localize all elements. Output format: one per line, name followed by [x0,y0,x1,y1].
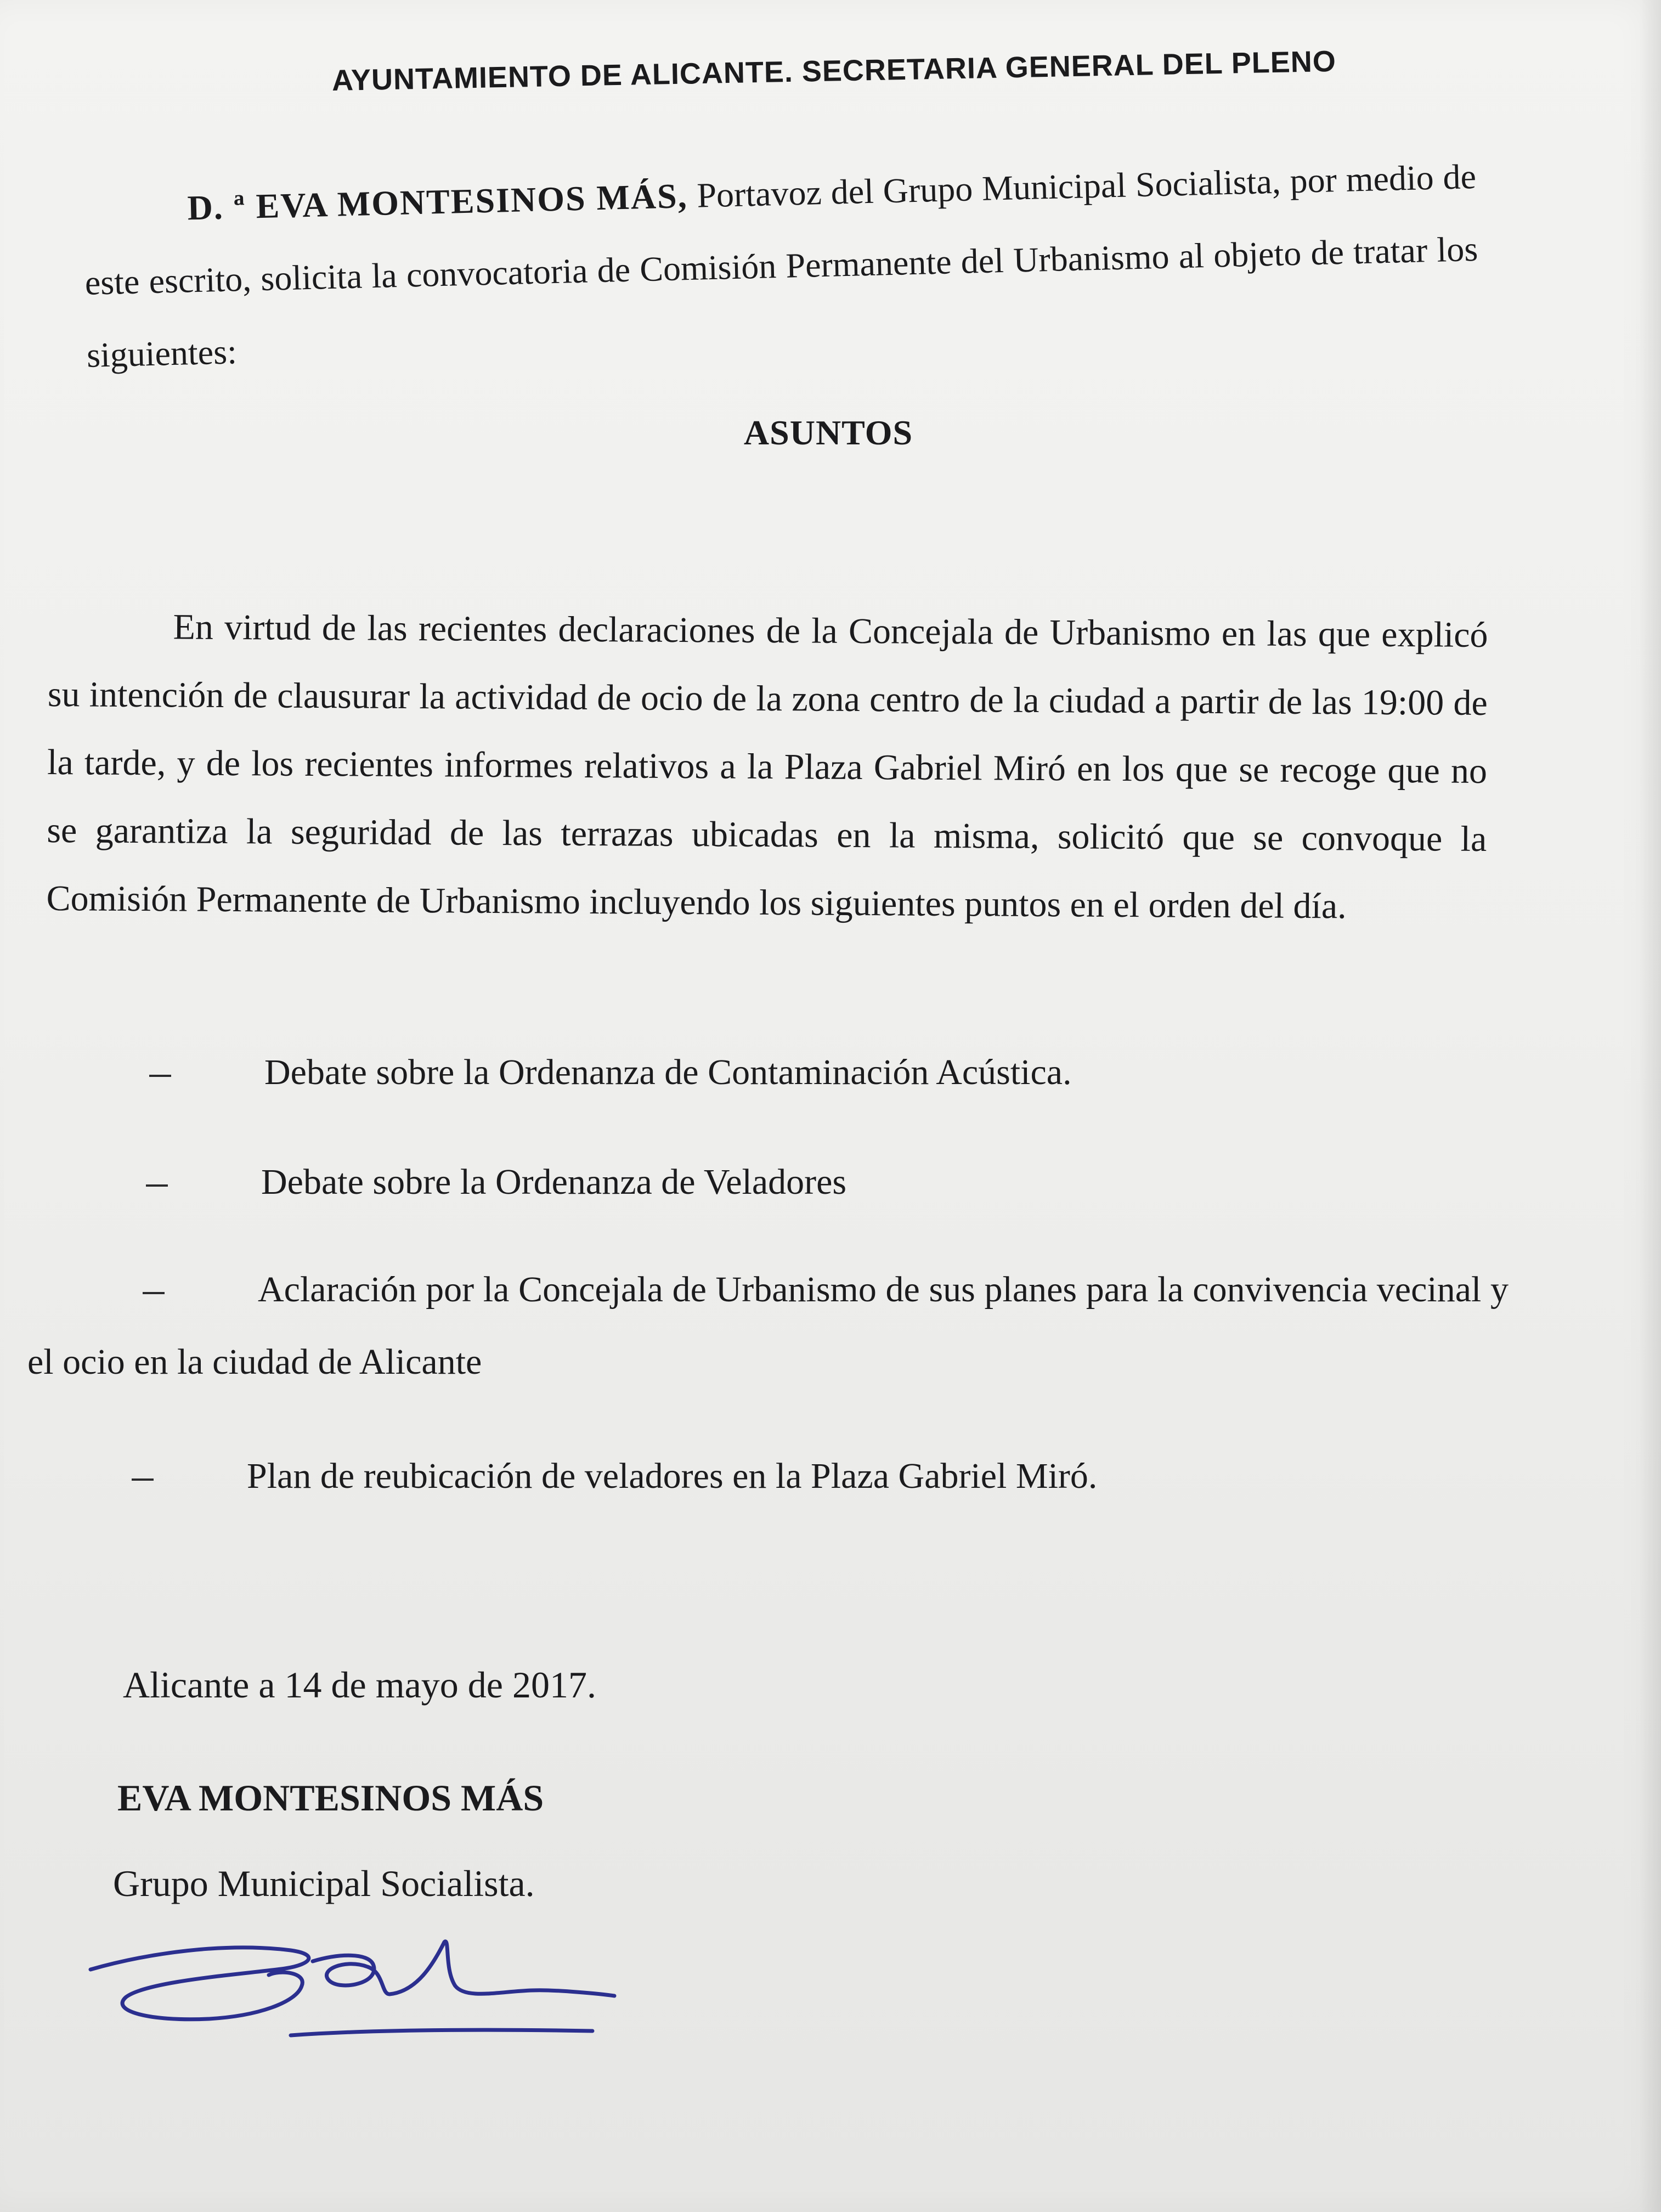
place-date-line: Alicante a 14 de mayo de 2017. [123,1664,596,1706]
paper-edge-shadow [1639,0,1661,2212]
signer-name: EVA MONTESINOS MÁS [117,1777,544,1819]
intro-text: Portavoz del Grupo Municipal Socialista, por medio de este escrito, solicita la convocatoria de Comisión Permanente del Urbanismo al objeto de tratar los siguientes: [84,156,1478,375]
dash-bullet [146,1184,168,1187]
body-text: En virtud de las recientes declaraciones de la Concejala de Urbanismo en las que explicó su intención de clausurar la actividad de ocio de la zona centro de la ciudad a partir de las 19:00 de la tarde, y de los recientes informes relativos a la Plaza Gabriel Miró en los que se recoge que no se garantiza la seguridad de las terrazas ubicadas en la misma, solicitó que se convoque la Comisión Permanente de Urbanismo incluyendo los siguientes puntos en el orden del día. [46,607,1488,927]
agenda-item [149,1037,1072,1108]
agenda-item [27,1254,1509,1398]
signature-stroke [91,1948,309,2019]
body-paragraph [46,592,1488,941]
agenda-item-text: Aclaración por la Concejala de Urbanismo de sus planes para la convivencia vecinal y el ocio en la ciudad de Alicante [27,1269,1509,1382]
document-header: AYUNTAMIENTO DE ALICANTE. SECRETARIA GENERAL DEL PLENO [331,44,1337,97]
agenda-item-text: Plan de reubicación de veladores en la Plaza Gabriel Miró. [247,1456,1098,1496]
agenda-item [146,1147,847,1218]
handwritten-signature [82,1920,631,2057]
intro-paragraph [82,140,1481,392]
signature-stroke [291,2030,592,2035]
signature-stroke [313,1942,614,1996]
dash-bullet [132,1479,154,1481]
dash-bullet [149,1075,171,1077]
dash-bullet [143,1292,165,1294]
intro-requester-name: D. ª EVA MONTESINOS MÁS, [187,176,688,228]
agenda-item-text: Debate sobre la Ordenanza de Contaminación Acústica. [264,1052,1072,1092]
agenda-item-text: Debate sobre la Ordenanza de Veladores [261,1162,847,1202]
signer-group: Grupo Municipal Socialista. [113,1863,535,1904]
agenda-item [132,1441,1098,1512]
section-title: ASUNTOS [743,413,913,452]
